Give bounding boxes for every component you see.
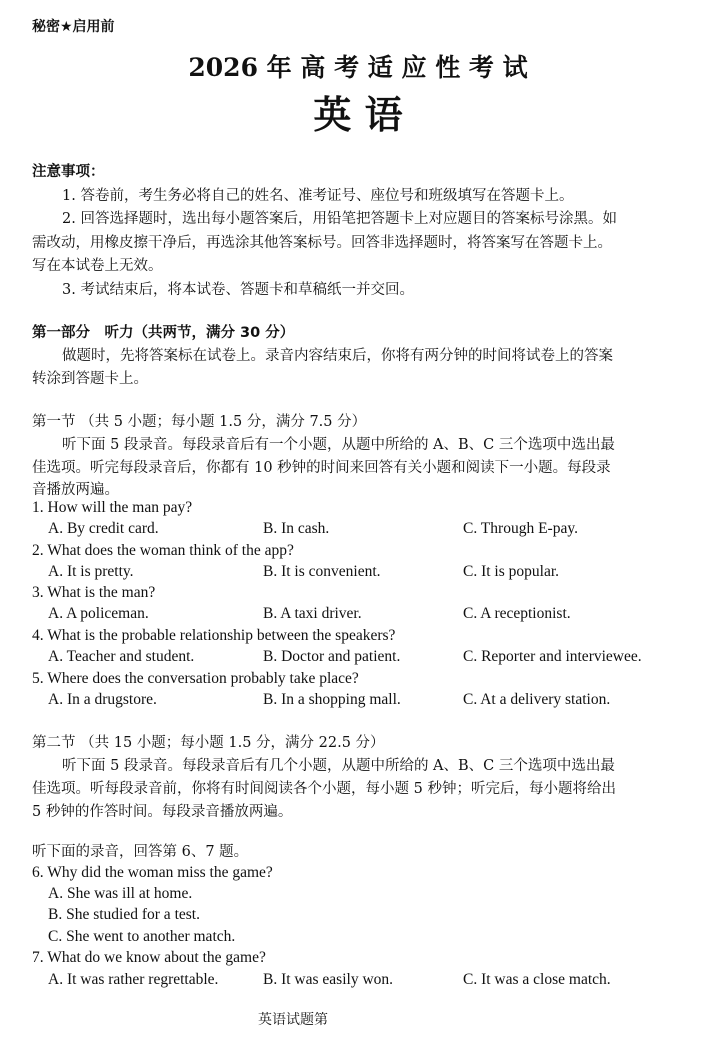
- notice-item: 写在本试卷上无效。: [32, 258, 163, 274]
- option-a: A. It was rather regrettable.: [48, 971, 219, 988]
- section2-desc: 5 秒钟的作答时间。每段录音播放两遍。: [32, 804, 293, 820]
- option-b: B. In a shopping mall.: [263, 691, 401, 708]
- part1-desc: 转涂到答题卡上。: [32, 371, 148, 387]
- confidential-label: 秘密★启用前: [32, 19, 115, 35]
- subject-title: 英 语: [313, 92, 403, 137]
- notice-item: 2. 回答选择题时，选出每小题答案后，用铅笔把答题卡上对应题目的答案标号涂黑。如: [62, 211, 617, 227]
- section1-desc: 听下面 5 段录音。每段录音后有一个小题，从题中所给的 A、B、C 三个选项中选出最: [62, 437, 615, 453]
- section1-desc: 佳选项。听完每段录音后，你都有 10 秒钟的时间来回答有关小题和阅读下一小题。每段录: [32, 460, 611, 476]
- option-b: B. Doctor and patient.: [263, 648, 401, 665]
- exam-title: 2026 年 高 考 适 应 性 考 试: [188, 53, 528, 82]
- question-1: 1. How will the man pay?: [32, 499, 193, 516]
- section2-heading: 第二节 （共 15 小题；每小题 1.5 分，满分 22.5 分）: [32, 735, 385, 751]
- part1-heading: 第一部分 听力（共两节，满分 30 分）: [32, 325, 295, 341]
- option-b: B. In cash.: [263, 520, 330, 537]
- question-6: 6. Why did the woman miss the game?: [32, 864, 273, 881]
- page-footer: 英语试题第: [258, 1012, 328, 1028]
- option-a: A. Teacher and student.: [48, 648, 195, 665]
- option-c: C. Through E-pay.: [463, 520, 578, 537]
- option-a: A. By credit card.: [48, 520, 159, 537]
- question-3: 3. What is the man?: [32, 584, 156, 601]
- question-7: 7. What do we know about the game?: [32, 949, 266, 966]
- option-c: C. Reporter and interviewee.: [463, 648, 642, 665]
- option-a: A. It is pretty.: [48, 563, 134, 580]
- option-a: A. A policeman.: [48, 605, 149, 622]
- question-4: 4. What is the probable relationship between the speakers?: [32, 627, 396, 644]
- option-b: B. It is convenient.: [263, 563, 381, 580]
- option-a: A. In a drugstore.: [48, 691, 157, 708]
- question-5: 5. Where does the conversation probably take place?: [32, 670, 359, 687]
- part1-desc: 做题时，先将答案标在试卷上。录音内容结束后，你将有两分钟的时间将试卷上的答案: [62, 348, 613, 364]
- listening-intro: 听下面的录音，回答第 6、7 题。: [32, 844, 249, 860]
- option-b: B. It was easily won.: [263, 971, 394, 988]
- section2-desc: 听下面 5 段录音。每段录音后有几个小题，从题中所给的 A、B、C 三个选项中选出最: [62, 758, 615, 774]
- option-c: C. A receptionist.: [463, 605, 571, 622]
- notice-heading: 注意事项：: [32, 164, 105, 180]
- section1-desc: 音播放两遍。: [32, 482, 119, 498]
- option-c: C. It is popular.: [463, 563, 560, 580]
- question-2: 2. What does the woman think of the app?: [32, 542, 294, 559]
- notice-item: 1. 答卷前，考生务必将自己的姓名、准考证号、座位号和班级填写在答题卡上。: [62, 188, 574, 204]
- option-c: C. At a delivery station.: [463, 691, 611, 708]
- option-c: C. It was a close match.: [463, 971, 611, 988]
- option-c: C. She went to another match.: [48, 928, 236, 945]
- option-b: B. She studied for a test.: [48, 906, 200, 923]
- option-b: B. A taxi driver.: [263, 605, 362, 622]
- section2-desc: 佳选项。听每段录音前，你将有时间阅读各个小题，每小题 5 秒钟；听完后，每小题将给出: [32, 781, 616, 797]
- section1-heading: 第一节 （共 5 小题；每小题 1.5 分，满分 7.5 分）: [32, 414, 367, 430]
- option-a: A. She was ill at home.: [48, 885, 193, 902]
- notice-item: 需改动，用橡皮擦干净后，再选涂其他答案标号。回答非选择题时，将答案写在答题卡上。: [32, 235, 612, 251]
- notice-item: 3. 考试结束后，将本试卷、答题卡和草稿纸一并交回。: [62, 282, 414, 298]
